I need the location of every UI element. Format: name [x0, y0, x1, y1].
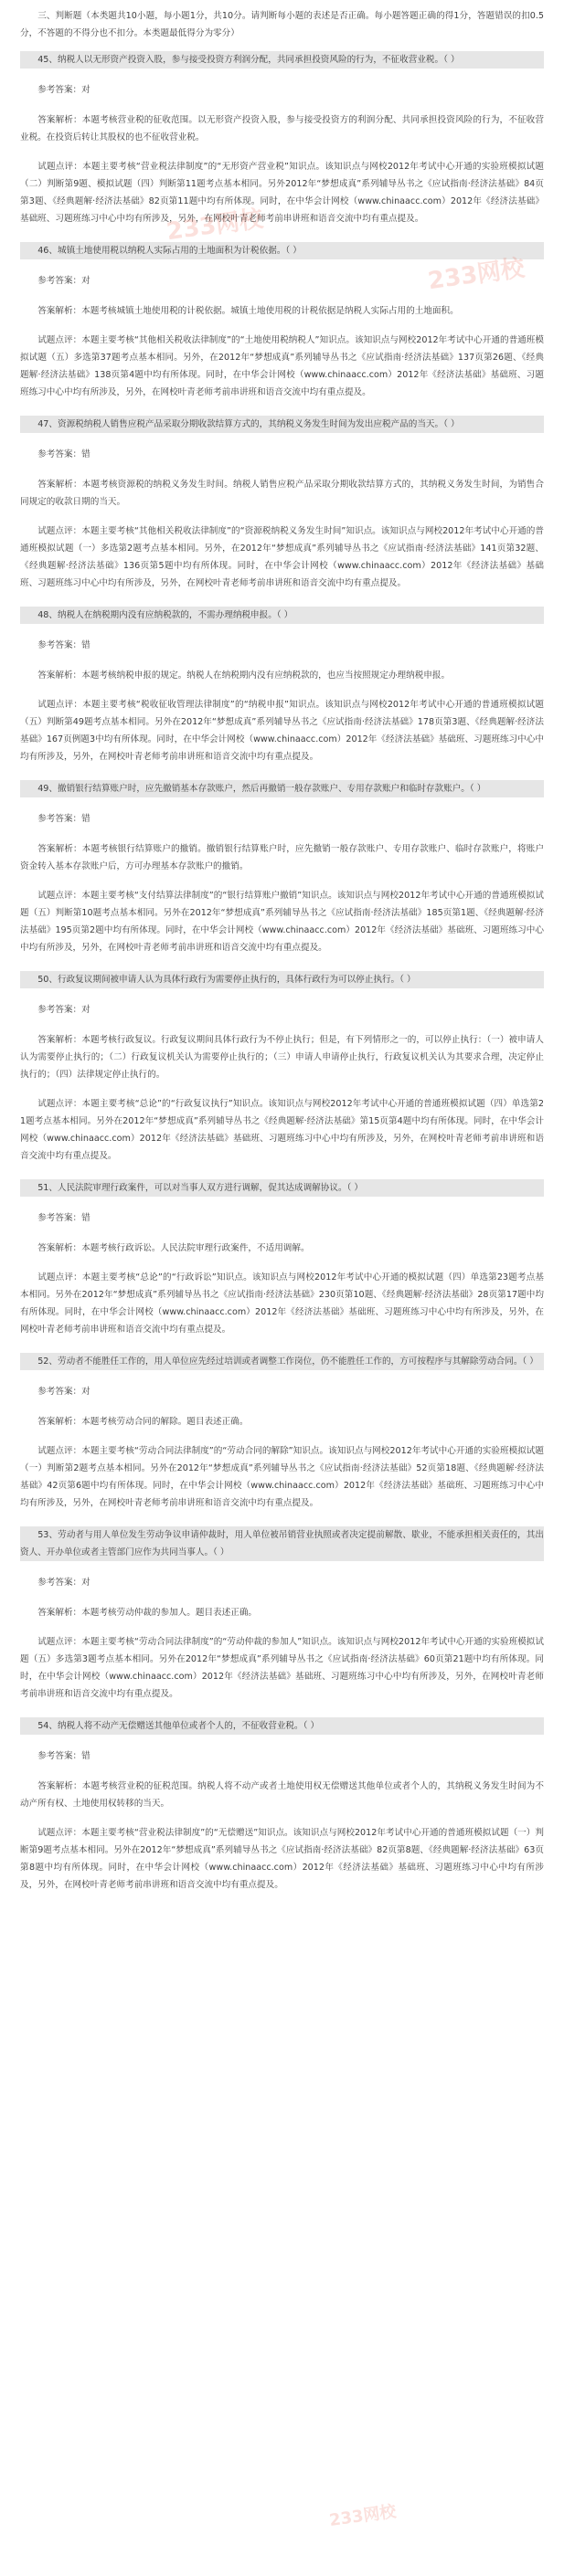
answer-explanation: 答案解析：本题考核营业税的征税范围。纳税人将不动产或者土地使用权无偿赠送其他单位或者个人的，其纳税义务发生时间为不动产所有权、土地使用权转移的当天。: [20, 1781, 544, 1809]
question-commentary: 试题点评：本题主要考核“其他相关税收法律制度”的“土地使用税纳税人”知识点。该知识点与网校2012年考试中心开通的普通班模拟试题（五）多选第37题考点基本相同。另外，在2012年“梦想成真”系列辅导丛书之《应试指南·经济法基础》137页第26题、《经典题解·经济法基础》138页第4题中均有所体现。同时，在中华会计网校（www.chinaacc.com）2012年《经济法基础》基础班、习题班练习中心中均有所涉及，另外，在网校叶青老师考前串讲班和语音交流中均有重点提及。: [20, 335, 544, 397]
answer-explanation: 答案解析：本题考核营业税的征收范围。以无形资产投资入股，参与接受投资方的利润分配、共同承担投资风险的行为，不征收营业税。在投资后转让其股权的也不征收营业税。: [20, 115, 544, 143]
question-commentary: 试题点评：本题主要考核“其他相关税收法律制度”的“资源税纳税义务发生时间”知识点。该知识点与网校2012年考试中心开通的普通班模拟试题（一）多选第2题考点基本相同。另外，在2012年“梦想成真”系列辅导丛书之《应试指南·经济法基础》141页第32题、《经典题解·经济法基础》136页第5题中均有所体现。同时，在中华会计网校（www.chinaacc.com）2012年《经济法基础》基础班、习题班练习中心中均有所涉及，另外，在网校叶青老师考前串讲班和语音交流中均有重点提及。: [20, 526, 544, 588]
answer-value: 错: [81, 1213, 90, 1223]
answer-label: 参考答案：: [37, 1005, 82, 1015]
answer-label: 参考答案：: [37, 640, 82, 650]
question-block: [20, 416, 544, 592]
question-text: 53、劳动者与用人单位发生劳动争议申请仲裁时，用人单位被吊销营业执照或者决定提前解散、歇业，不能承担相关责任的，其出资人、开办单位或者主管部门应作为共同当事人。（ ）: [20, 1526, 544, 1561]
answer-value: 对: [81, 85, 90, 95]
question-commentary: 试题点评：本题主要考核“支付结算法律制度”的“银行结算账户撤销”知识点。该知识点与网校2012年考试中心开通的普通班模拟试题（五）判断第10题考点基本相同。另外在2012年“梦想成真”系列辅导丛书之《应试指南·经济法基础》185页第1题、《经典题解·经济法基础》195页第2题中均有所体现。同时，在中华会计网校（www.chinaacc.com）2012年《经济法基础》基础班、习题班练习中心中均有所涉及，另外，在网校叶青老师考前串讲班和语音交流中均有重点提及。: [20, 891, 544, 953]
question-block: [20, 971, 544, 1165]
question-text: 52、劳动者不能胜任工作的，用人单位应先经过培训或者调整工作岗位，仍不能胜任工作的，方可按程序与其解除劳动合同。（ ）: [20, 1353, 544, 1370]
question-commentary: 试题点评：本题主要考核“税收征收管理法律制度”的“纳税申报”知识点。该知识点与网校2012年考试中心开通的普通班模拟试题（五）判断第49题考点基本相同。另外在2012年“梦想成真”系列辅导丛书之《应试指南·经济法基础》178页第3题、《经典题解·经济法基础》167页例题3中均有所体现。同时，在中华会计网校（www.chinaacc.com）2012年《经济法基础》基础班、习题班练习中心中均有所涉及，另外，在网校叶青老师考前串讲班和语音交流中均有重点提及。: [20, 700, 544, 762]
question-commentary: 试题点评：本题主要考核“劳动合同法律制度”的“劳动合同的解除”知识点。该知识点与网校2012年考试中心开通的实验班模拟试题（一）判断第2题考点基本相同。另外在2012年“梦想成真”系列辅导丛书之《应试指南·经济法基础》52页第18题、《经典题解·经济法基础》42页第6题中均有所体现。同时，在中华会计网校（www.chinaacc.com）2012年《经济法基础》基础班、习题班练习中心中均有所涉及，另外，在网校叶青老师考前串讲班和语音交流中均有重点提及。: [20, 1446, 544, 1508]
question-block: [20, 780, 544, 956]
question-commentary: 试题点评：本题主要考核“总论”的“行政复议执行”知识点。该知识点与网校2012年考试中心开通的普通班模拟试题（四）单选第21题考点基本相同。另外在2012年“梦想成真”系列辅导丛书之《经典题解·经济法基础》第15页第4题中均有所体现。同时，在中华会计网校（www.chinaacc.com）2012年《经济法基础》基础班、习题班练习中心中均有所涉及，另外，在网校叶青老师考前串讲班和语音交流中均有重点提及。: [20, 1099, 544, 1161]
reference-answer: [20, 446, 544, 463]
answer-value: 对: [81, 276, 90, 286]
answer-label: 参考答案：: [37, 1213, 82, 1223]
reference-answer: [20, 81, 544, 99]
reference-answer: [20, 1574, 544, 1591]
reference-answer: [20, 1209, 544, 1227]
question-text: 46、城镇土地使用税以纳税人实际占用的土地面积为计税依据。（ ）: [20, 242, 544, 259]
reference-answer: [20, 1383, 544, 1400]
reference-answer: [20, 272, 544, 290]
answer-label: 参考答案：: [37, 1387, 82, 1397]
question-commentary: 试题点评：本题主要考核“总论”的“行政诉讼”知识点。该知识点与网校2012年考试中心开通的模拟试题（四）单选第23题考点基本相同。另外在2012年“梦想成真”系列辅导丛书之《应试指南·经济法基础》230页第10题、《经典题解·经济法基础》28页第17题中均有所体现。同时，在中华会计网校（www.chinaacc.com）2012年《经济法基础》基础班、习题班练习中心中均有所涉及，另外，在网校叶青老师考前串讲班和语音交流中均有重点提及。: [20, 1272, 544, 1335]
reference-answer: [20, 1001, 544, 1019]
question-text: 45、纳税人以无形资产投资入股，参与接受投资方利润分配，共同承担投资风险的行为，不征收营业税。（ ）: [20, 51, 544, 69]
watermark-logo: 233网校: [327, 2501, 398, 2531]
answer-value: 错: [81, 640, 90, 650]
question-list: [20, 51, 544, 1894]
answer-label: 参考答案：: [37, 1578, 82, 1588]
answer-explanation: 答案解析：本题考核银行结算账户的撤销。撤销银行结算账户时，应先撤销一般存款账户、专用存款账户、临时存款账户，将账户资金转入基本存款账户后，方可办理基本存款账户的撤销。: [20, 844, 544, 871]
question-text: 50、行政复议期间被申请人认为具体行政行为需要停止执行的，具体行政行为可以停止执行。（ ）: [20, 971, 544, 988]
answer-value: 错: [81, 814, 90, 824]
question-commentary: 试题点评：本题主要考核“营业税法律制度”的“无形资产营业税”知识点。该知识点与网校2012年考试中心开通的实验班模拟试题（二）判断第9题、模拟试题（四）判断第11题考点基本相同。另外2012年“梦想成真”系列辅导丛书之《应试指南·经济法基础》84页第3题、《经典题解·经济法基础》82页第11题中均有所体现。同时，在中华会计网校（www.chinaacc.com）2012年《经济法基础》基础班、习题班练习中心中均有所涉及，另外，在网校叶青老师考前串讲班和语音交流中均有重点提及。: [20, 162, 544, 224]
question-commentary: 试题点评：本题主要考核“营业税法律制度”的“无偿赠送”知识点。该知识点与网校2012年考试中心开通的普通班模拟试题（一）判断第9题考点基本相同。另外在2012年“梦想成真”系列辅导丛书之《应试指南·经济法基础》82页第8题、《经典题解·经济法基础》63页第8题中均有所体现。同时，在中华会计网校（www.chinaacc.com）2012年《经济法基础》基础班、习题班练习中心中均有所涉及，另外，在网校叶青老师考前串讲班和语音交流中均有重点提及。: [20, 1828, 544, 1890]
answer-explanation: 答案解析：本题考核城镇土地使用税的计税依据。城镇土地使用税的计税依据是纳税人实际占用的土地面积。: [37, 306, 459, 316]
reference-answer: [20, 1747, 544, 1765]
question-commentary: 试题点评：本题主要考核“劳动合同法律制度”的“劳动仲裁的参加人”知识点。该知识点与网校2012年考试中心开通的实验班模拟试题（五）多选第3题考点基本相同。另外在2012年“梦想成真”系列辅导丛书之《应试指南·经济法基础》60页第21题中均有所体现。同时，在中华会计网校（www.chinaacc.com）2012年《经济法基础》基础班、习题班练习中心中均有所涉及，另外，在网校叶青老师考前串讲班和语音交流中均有重点提及。: [20, 1637, 544, 1699]
answer-label: 参考答案：: [37, 276, 82, 286]
question-block: [20, 242, 544, 401]
answer-label: 参考答案：: [37, 449, 82, 459]
answer-value: 对: [81, 1387, 90, 1397]
question-block: [20, 1179, 544, 1338]
question-block: [20, 1353, 544, 1512]
reference-answer: [20, 637, 544, 654]
watermark-logo: 233网校: [165, 205, 265, 247]
section-title: 三、判断题（本类题共10小题，每小题1分，共10分。请判断每小题的表述是否正确。每小题答题正确的得1分，答题错误的扣0.5分，不答题的不得分也不扣分。本类题最低得分为零分）: [20, 11, 544, 38]
question-block: [20, 51, 544, 227]
answer-explanation: 答案解析：本题考核劳动合同的解除。题目表述正确。: [37, 1417, 249, 1427]
answer-explanation: 答案解析：本题考核劳动仲裁的参加人。题目表述正确。: [37, 1608, 258, 1618]
question-text: 51、人民法院审理行政案件，可以对当事人双方进行调解，促其达成调解协议。（ ）: [20, 1179, 544, 1197]
answer-explanation: 答案解析：本题考核行政复议。行政复议期间具体行政行为不停止执行；但是，有下列情形之一的，可以停止执行：（一）被申请人认为需要停止执行的；（二）行政复议机关认为需要停止执行的；（三）申请人申请停止执行，行政复议机关认为其要求合理，决定停止执行的；（四）法律规定停止执行的。: [20, 1035, 544, 1080]
reference-answer: [20, 810, 544, 828]
watermark-logo: 233网校: [426, 254, 527, 296]
question-text: 48、纳税人在纳税期内没有应纳税款的，不需办理纳税申报。（ ）: [20, 607, 544, 624]
answer-explanation: 答案解析：本题考核资源税的纳税义务发生时间。纳税人销售应税产品采取分期收款结算方式的，其纳税义务发生时间，为销售合同规定的收款日期的当天。: [20, 480, 544, 507]
answer-value: 错: [81, 1751, 90, 1761]
answer-label: 参考答案：: [37, 814, 82, 824]
question-text: 54、纳税人将不动产无偿赠送其他单位或者个人的，不征收营业税。（ ）: [20, 1717, 544, 1735]
answer-explanation: 答案解析：本题考核行政诉讼。人民法院审理行政案件，不适用调解。: [37, 1243, 310, 1253]
answer-label: 参考答案：: [37, 85, 82, 95]
question-text: 49、撤销银行结算账户时，应先撤销基本存款账户，然后再撤销一般存款账户、专用存款账户和临时存款账户。（ ）: [20, 780, 544, 797]
answer-value: 错: [81, 449, 90, 459]
question-text: 47、资源税纳税人销售应税产品采取分期收款结算方式的，其纳税义务发生时间为发出应税产品的当天。（ ）: [20, 416, 544, 433]
answer-label: 参考答案：: [37, 1751, 82, 1761]
question-block: [20, 1526, 544, 1703]
question-block: [20, 1717, 544, 1894]
answer-value: 对: [81, 1005, 90, 1015]
answer-explanation: 答案解析：本题考核纳税申报的规定。纳税人在纳税期内没有应纳税款的，也应当按照规定办理纳税申报。: [37, 670, 451, 681]
answer-value: 对: [81, 1578, 90, 1588]
question-block: [20, 607, 544, 765]
